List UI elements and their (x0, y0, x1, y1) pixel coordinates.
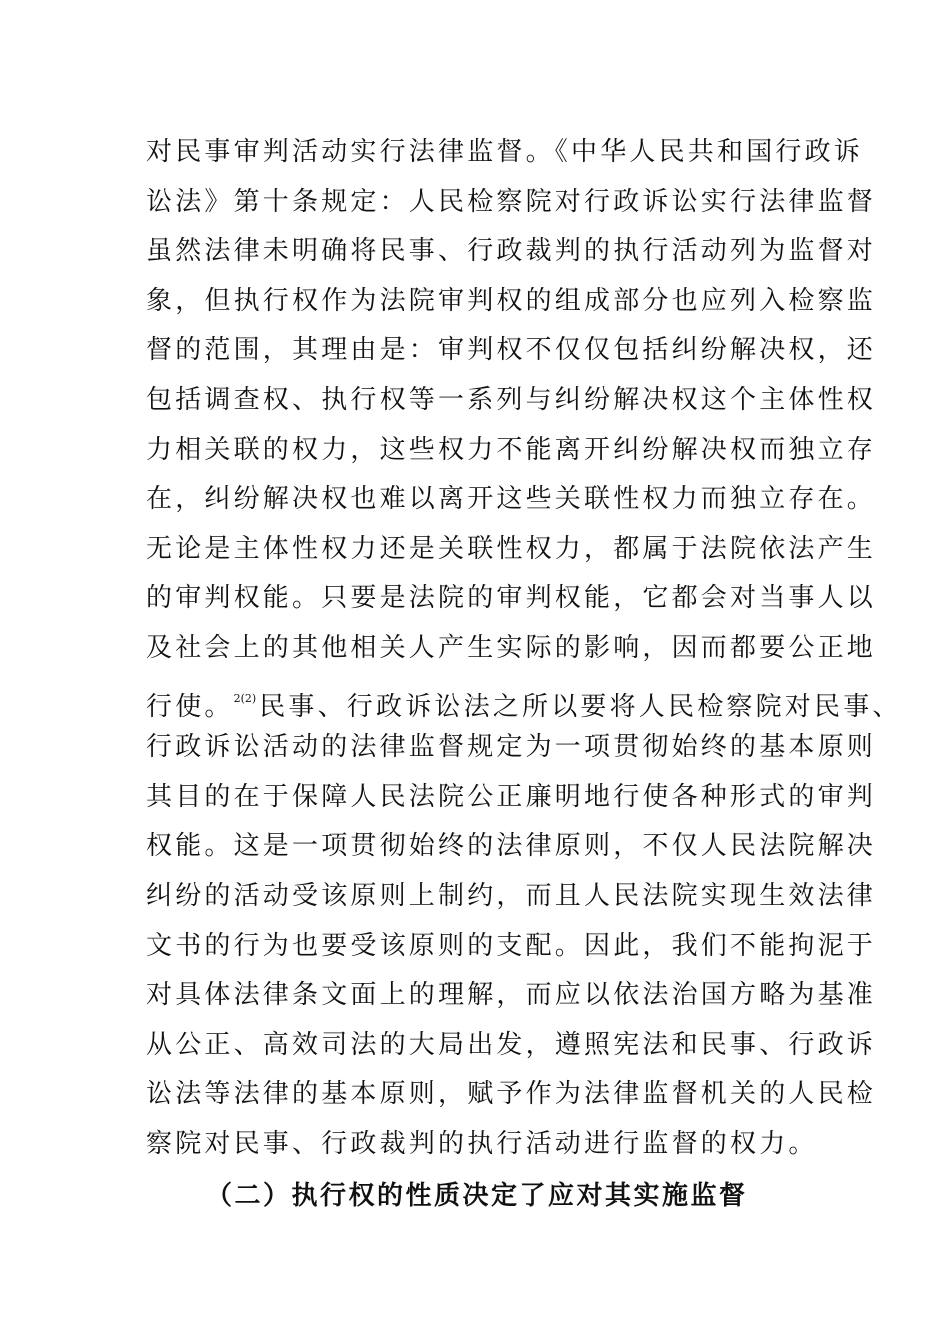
footnote-reference (234, 692, 257, 705)
text-line: 督的范围，其理由是：审判权不仅仅包括纠纷解决权，还 (146, 335, 877, 366)
text-line: 讼法等法律的基本原则，赋予作为法律监督机关的人民检 (146, 1079, 877, 1110)
text-line: 纠纷的活动受该原则上制约，而且人民法院实现生效法律 (146, 880, 877, 911)
body-paragraph (146, 128, 902, 1169)
text-line-with-footnote (146, 674, 902, 724)
text-line: 行政诉讼活动的法律监督规定为一项贯彻始终的基本原则 (146, 732, 877, 763)
text-line: 对民事审判活动实行法律监督。《中华人民共和国行政诉 (146, 137, 864, 167)
item-marker: (2) (240, 691, 257, 705)
text-line: 及社会上的其他相关人产生实际的影响，因而都要公正地 (146, 632, 877, 663)
text-line: 无论是主体性权力还是关联性权力，都属于法院依法产生 (146, 533, 877, 564)
text-line: 在，纠纷解决权也难以离开这些关联性权力而独立存在。 (146, 484, 877, 515)
text-line: 的审判权能。只要是法院的审判权能，它都会对当事人以 (146, 583, 877, 614)
text-line: 虽然法律未明确将民事、行政裁判的执行活动列为监督对 (146, 236, 877, 267)
footnote-number: 2 (233, 691, 241, 705)
text-line: 其目的在于保障人民法院公正廉明地行使各种形式的审判 (146, 781, 877, 812)
text-line: 权能。这是一项贯彻始终的法律原则，不仅人民法院解决 (146, 831, 877, 862)
text-segment: 行使。 (146, 691, 234, 722)
section-subheading: （二）执行权的性质决定了应对其实施监督 (206, 1181, 748, 1211)
text-line: 从公正、高效司法的大局出发，遵照宪法和民事、行政诉 (146, 1029, 877, 1060)
text-line: 包括调查权、执行权等一系列与纠纷解决权这个主体性权 (146, 384, 877, 415)
text-line: 察院对民事、行政裁判的执行活动进行监督的权力。 (146, 1128, 818, 1159)
text-line: 力相关联的权力，这些权力不能离开纠纷解决权而独立存 (146, 434, 877, 465)
text-line: 文书的行为也要受该原则的支配。因此，我们不能拘泥于 (146, 930, 877, 961)
text-line: 讼法》第十条规定：人民检察院对行政诉讼实行法律监督 (146, 186, 877, 217)
text-line: 象，但执行权作为法院审判权的组成部分也应列入检察监 (146, 285, 877, 316)
text-segment: 民事、行政诉讼法之所以要将人民检察院对民事、 (259, 691, 902, 722)
text-line: 对具体法律条文面上的理解，而应以依法治国方略为基准 (146, 980, 877, 1011)
